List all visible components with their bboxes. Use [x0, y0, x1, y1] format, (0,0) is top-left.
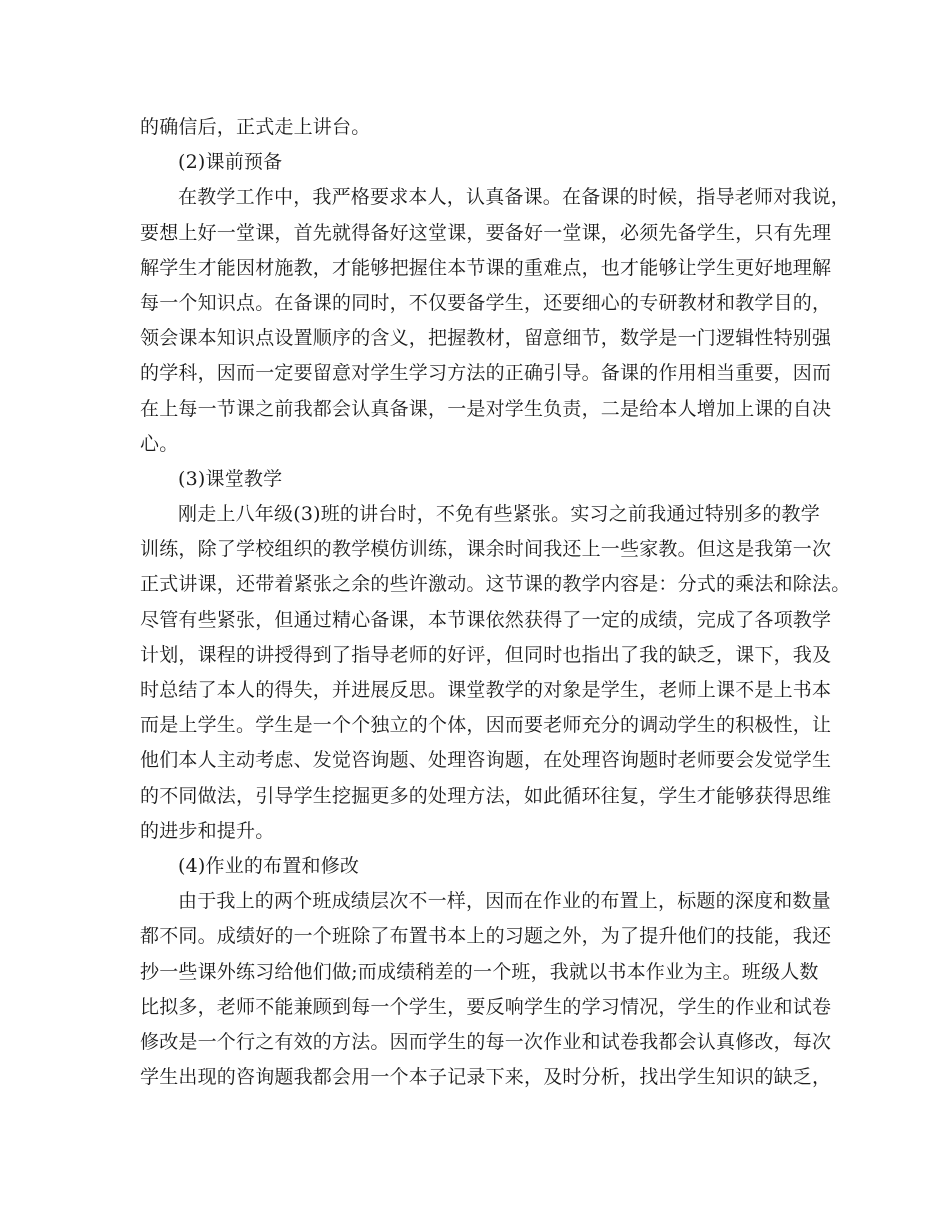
text-line: 他们本人主动考虑、发觉咨询题、处理咨询题，在处理咨询题时老师要会发觉学生 [140, 749, 832, 772]
text-line: 学生出现的咨询题我都会用一个本子记录下来，及时分析，找出学生知识的缺乏， [140, 1066, 832, 1089]
text-line: 每一个知识点。在备课的同时，不仅要备学生，还要细心的专研教材和教学目的， [140, 291, 832, 314]
text-line: 正式讲课，还带着紧张之余的些许激动。这节课的教学内容是：分式的乘法和除法。 [140, 573, 851, 596]
text-line: 训练，除了学校组织的教学模仿训练，课余时间我还上一些家教。但这是我第一次 [140, 538, 832, 561]
text-line: (2)课前预备 [178, 151, 283, 174]
text-line: 的不同做法，引导学生挖掘更多的处理方法，如此循环往复，学生才能够获得思维 [140, 784, 832, 807]
text-line: 尽管有些紧张，但通过精心备课，本节课依然获得了一定的成绩，完成了各项教学 [140, 608, 832, 631]
text-line: (4)作业的布置和修改 [178, 854, 360, 877]
text-line: 修改是一个行之有效的方法。因而学生的每一次作业和试卷我都会认真修改，每次 [140, 1030, 832, 1053]
text-line: 心。 [140, 432, 179, 455]
text-line: 都不同。成绩好的一个班除了布置书本上的习题之外，为了提升他们的技能，我还 [140, 925, 832, 948]
text-line: 抄一些课外练习给他们做;而成绩稍差的一个班，我就以书本作业为主。班级人数 [140, 960, 819, 983]
text-line: 的进步和提升。 [140, 819, 275, 842]
text-line: 时总结了本人的得失，并进展反思。课堂教学的对象是学生，老师上课不是上书本 [140, 679, 832, 701]
text-line: 在教学工作中，我严格要求本人，认真备课。在备课的时候，指导老师对我说， [178, 186, 851, 209]
text-line: 在上每一节课之前我都会认真备课，一是对学生负责，二是给本人增加上课的自决 [140, 397, 832, 420]
text-line: 的确信后，正式走上讲台。 [140, 116, 371, 138]
text-line: 要想上好一堂课，首先就得备好这堂课，要备好一堂课，必须先备学生，只有先理 [140, 221, 832, 244]
text-line: 由于我上的两个班成绩层次不一样，因而在作业的布置上，标题的深度和数量 [178, 890, 831, 913]
text-line: 刚走上八年级(3)班的讲台时，不免有些紧张。实习之前我通过特别多的教学 [178, 503, 820, 526]
text-line: 领会课本知识点设置顺序的含义，把握教材，留意细节，数学是一门逻辑性特别强 [140, 327, 832, 350]
text-line: 计划，课程的讲授得到了指导老师的好评，但同时也指出了我的缺乏，课下，我及 [140, 643, 832, 666]
text-line: (3)课堂教学 [178, 467, 283, 490]
body-text [140, 110, 851, 1095]
text-line: 的学科，因而一定要留意对学生学习方法的正确引导。备课的作用相当重要，因而 [140, 362, 832, 385]
text-line: 解学生才能因材施教，才能够把握住本节课的重难点，也才能够让学生更好地理解 [140, 256, 832, 279]
text-line: 比拟多，老师不能兼顾到每一个学生，要反响学生的学习情况，学生的作业和试卷 [140, 995, 832, 1018]
text-line: 而是上学生。学生是一个个独立的个体，因而要老师充分的调动学生的积极性，让 [140, 714, 832, 737]
